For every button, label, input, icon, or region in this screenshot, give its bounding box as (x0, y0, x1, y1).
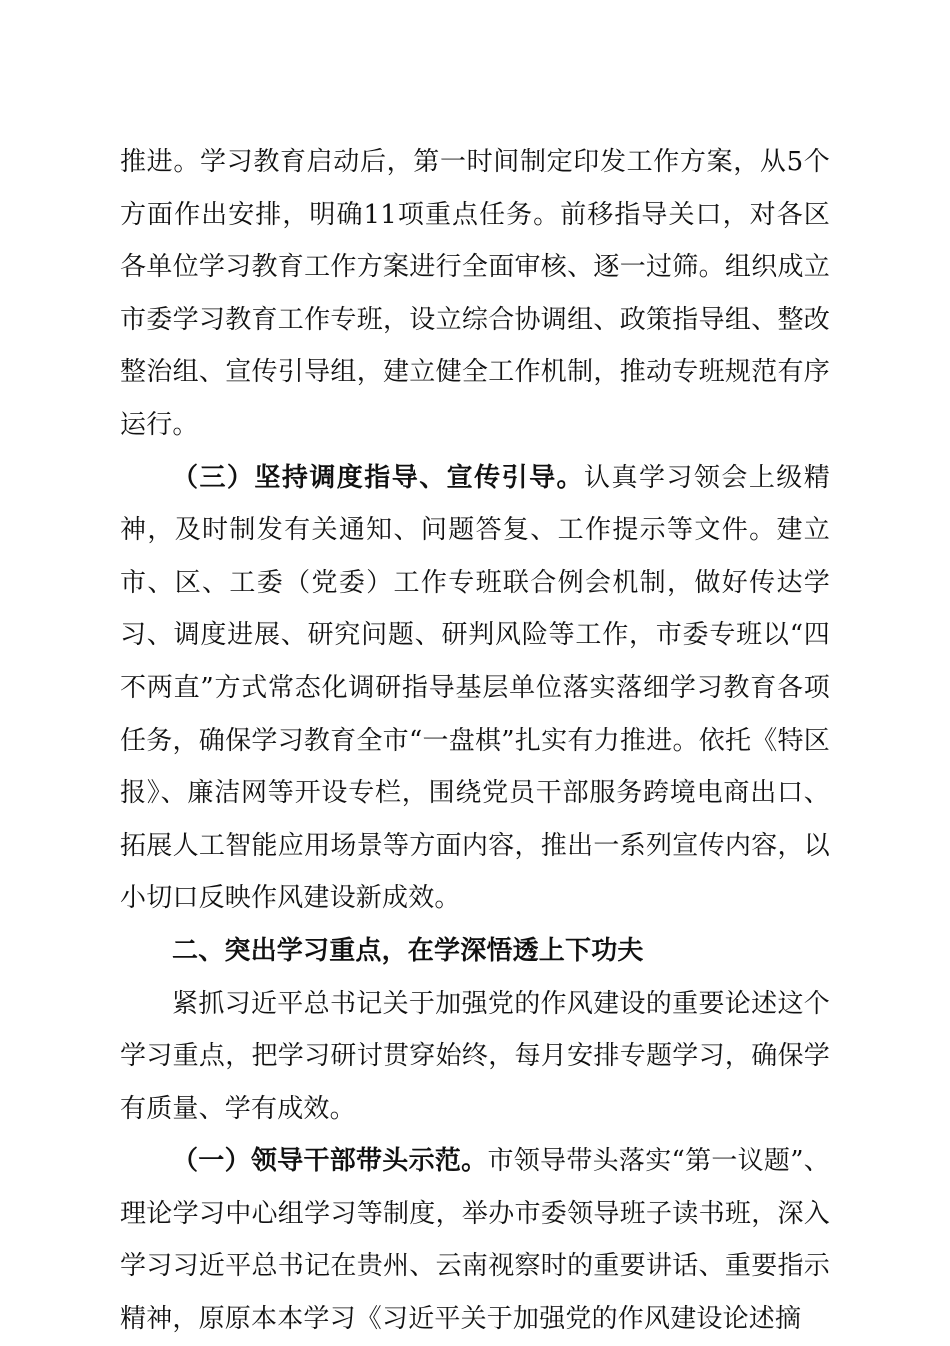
paragraph-2 (120, 452, 830, 925)
section-heading-2: 二、突出学习重点，在学深悟透上下功夫 (172, 935, 644, 966)
paragraph-2-text: 认真学习领会上级精神，及时制发有关通知、问题答复、工作提示等文件。建立市、区、工委（党委）工作专班联合例会机制，做好传达学习、调度进展、研究问题、研判风险等工作，市委专班以“四不两直”方式常态化调研指导基层单位落实落细学习教育各项任务，确保学习教育全市“一盘棋”扎实有力推进。依托《特区报》、廉洁网等开设专栏，围绕党员干部服务跨境电商出口、拓展人工智能应用场景等方面内容，推出一系列宣传内容，以小切口反映作风建设新成效。 (120, 462, 830, 914)
paragraph-4-lead: （一）领导干部带头示范。 (172, 1146, 488, 1177)
paragraph-3: 紧抓习近平总书记关于加强党的作风建设的重要论述这个学习重点，把学习研讨贯穿始终，每月安排专题学习，确保学有质量、学有成效。 (120, 988, 830, 1124)
paragraph-1: 推进。学习教育启动后，第一时间制定印发工作方案，从5个方面作出安排，明确11项重点任务。前移指导关口，对各区各单位学习教育工作方案进行全面审核、逐一过筛。组织成立市委学习教育工作专班，设立综合协调组、政策指导组、整改整治组、宣传引导组，建立健全工作机制，推动专班规范有序运行。 (120, 147, 830, 440)
paragraph-4-text: 市领导带头落实“第一议题”、理论学习中心组学习等制度，举办市委领导班子读书班，深入学习习近平总书记在贵州、云南视察时的重要讲话、重要指示精神，原原本本学习《习近平关于加强党的作风建设论述摘 (120, 1146, 830, 1335)
document-body (120, 136, 830, 1346)
paragraph-2-lead: （三）坚持调度指导、宣传引导。 (172, 462, 585, 493)
paragraph-4 (120, 1135, 830, 1345)
